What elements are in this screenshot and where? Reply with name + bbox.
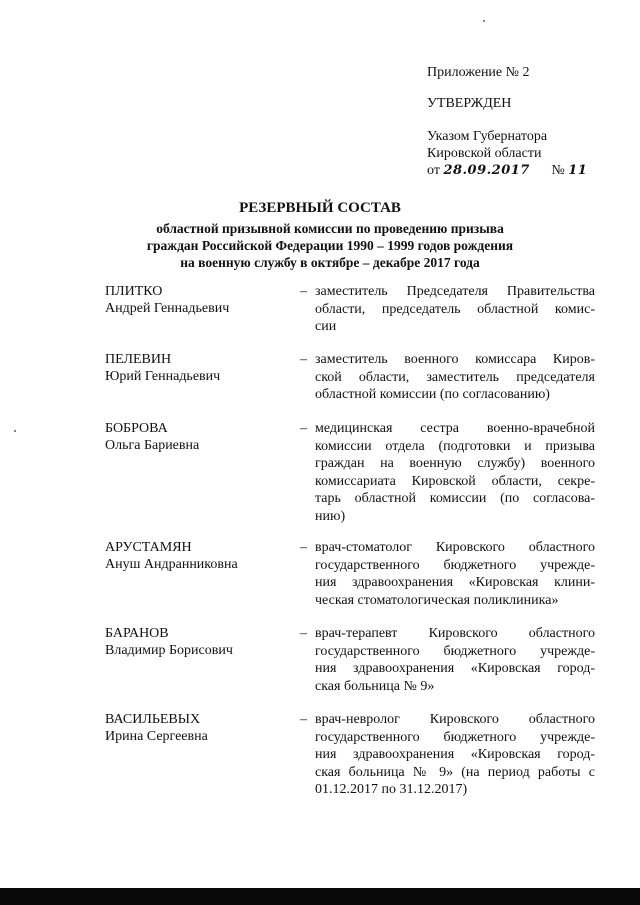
member-role — [315, 625, 595, 695]
role-line: сии — [315, 319, 337, 334]
member-dash: – — [300, 540, 307, 555]
scan-speck — [483, 20, 485, 22]
member-surname: АРУСТАМЯН — [105, 540, 192, 555]
role-line: заместитель военного комиссара Киров- — [315, 352, 595, 367]
role-line: областной комиссии (по согласованию) — [315, 387, 550, 402]
role-line: ния здравоохранения «Кировская город- — [315, 747, 595, 762]
scan-bottom-edge — [0, 888, 640, 905]
member-dash: – — [300, 352, 307, 367]
role-line: ская больница № 9» (на период работы с — [315, 764, 595, 780]
document-subtitle — [120, 220, 540, 271]
member-person — [105, 625, 295, 659]
member-role — [315, 711, 595, 799]
role-line: заместитель Председателя Правительства — [315, 284, 595, 299]
role-line: области, председатель областной комис- — [315, 301, 595, 317]
role-line: ния здравоохранения «Кировская город- — [315, 661, 595, 676]
member-name: Ануш Андранниковна — [105, 557, 238, 572]
member-role — [315, 283, 595, 336]
member-role — [315, 539, 595, 609]
role-line: врач-терапевт Кировского областного — [315, 626, 595, 641]
member-name: Владимир Борисович — [105, 643, 233, 658]
member-name: Ирина Сергеевна — [105, 729, 208, 744]
role-line: 01.12.2017 по 31.12.2017) — [315, 782, 468, 797]
decree-date: 28.09.2017 — [443, 163, 530, 178]
number-prefix: № — [551, 163, 565, 178]
subtitle-line-1: областной призывной комиссии по проведению призыва — [156, 221, 504, 236]
member-surname: БАРАНОВ — [105, 626, 169, 641]
member-name: Ольга Бариевна — [105, 438, 200, 453]
member-person — [105, 283, 295, 317]
member-role — [315, 351, 595, 404]
decree-line-1: Указом Губернатора — [427, 129, 548, 144]
member-person — [105, 539, 295, 573]
scan-speck — [14, 430, 16, 432]
role-line: граждан на военную службу) военного — [315, 456, 595, 471]
role-line: врач-невролог Кировского областного — [315, 712, 595, 727]
role-line: медицинская сестра военно-врачебной — [315, 421, 595, 436]
decree-number: 11 — [568, 163, 588, 178]
appendix-label: Приложение № 2 — [427, 65, 530, 80]
role-line: ческая стоматологическая поликлиника» — [315, 592, 559, 608]
role-line: врач-стоматолог Кировского областного — [315, 540, 595, 555]
decree-date-line — [427, 162, 587, 179]
member-person — [105, 351, 295, 385]
role-line: комиссии отдела (подготовки и призыва — [315, 438, 595, 454]
role-line: комиссариата Кировской области, секре- — [315, 473, 595, 489]
member-surname: ПЕЛЕВИН — [105, 352, 172, 367]
member-dash: – — [300, 421, 307, 436]
member-surname: ВАСИЛЬЕВЫХ — [105, 712, 201, 727]
member-surname: ПЛИТКО — [105, 284, 163, 299]
member-name: Андрей Геннадьевич — [105, 301, 230, 316]
subtitle-line-3: на военную службу в октябре – декабре 2017 года — [180, 255, 480, 270]
role-line: государственного бюджетного учрежде- — [315, 557, 595, 573]
member-surname: БОБРОВА — [105, 421, 168, 436]
approval-block — [427, 64, 587, 179]
role-line: государственного бюджетного учрежде- — [315, 643, 595, 659]
role-line: тарь областной комиссии (по согласова- — [315, 491, 595, 506]
decree-line-2: Кировской области — [427, 146, 542, 161]
date-prefix: от — [427, 163, 440, 178]
member-name: Юрий Геннадьевич — [105, 369, 221, 384]
member-dash: – — [300, 626, 307, 641]
role-line: нию) — [315, 508, 346, 524]
member-person — [105, 420, 295, 454]
member-role — [315, 420, 595, 525]
approved-label: УТВЕРЖДЕН — [427, 96, 512, 111]
member-dash: – — [300, 712, 307, 727]
role-line: ния здравоохранения «Кировская клини- — [315, 575, 595, 590]
member-person — [105, 711, 295, 745]
member-dash: – — [300, 284, 307, 299]
subtitle-line-2: граждан Российской Федерации 1990 – 1999 годов рождения — [146, 238, 514, 253]
role-line: государственного бюджетного учрежде- — [315, 729, 595, 745]
document-title: РЕЗЕРВНЫЙ СОСТАВ — [239, 200, 401, 216]
role-line: ская больница № 9» — [315, 678, 435, 694]
role-line: ской области, заместитель председателя — [315, 369, 595, 385]
